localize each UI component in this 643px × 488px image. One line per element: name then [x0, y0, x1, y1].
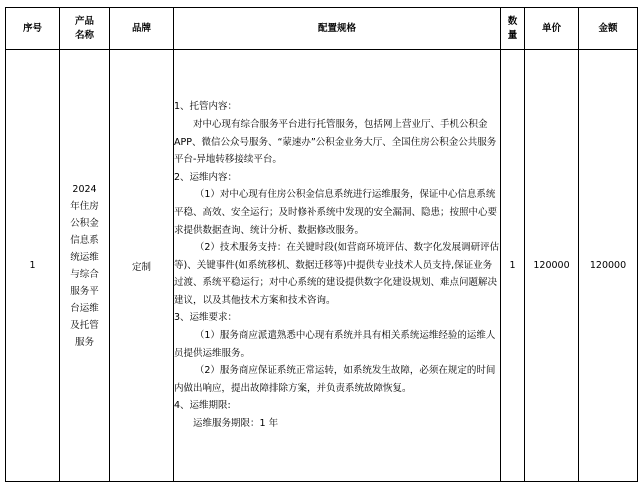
spec-section-3-item-1: （1）服务商应派遣熟悉中心现有系统并具有相关系统运维经验的运维人员提供运维服务。 [174, 330, 496, 359]
spec-section-3-title: 3、运维要求： [174, 312, 238, 324]
table-header-row [6, 8, 638, 50]
specification-table [5, 7, 638, 482]
header-unit-price: 单价 [525, 8, 579, 50]
spec-section-4-text: 运维服务期限：1 年 [193, 418, 279, 430]
row-amount: 120000 [579, 50, 638, 482]
spec-section-3-item-2: （2）服务商应保证系统正常运转，如系统发生故障，必须在规定的时间内做出响应，提出故障排除方案，并负责系统故障恢复。 [174, 365, 496, 394]
row-quantity: 1 [501, 50, 525, 482]
header-quantity: 数 量 [501, 8, 525, 50]
spec-section-2-title: 2、运维内容： [174, 171, 238, 183]
header-brand: 品牌 [110, 8, 174, 50]
header-spec: 配置规格 [174, 8, 501, 50]
spec-section-2-item-1: （1）对中心现有住房公积金信息系统进行运维服务，保证中心信息系统平稳、高效、安全运行；及时修补系统中发现的安全漏洞、隐患；按照中心要求提供数据查询、统计分析、数据修改服务。 [174, 189, 498, 236]
row-spec [174, 50, 501, 482]
spec-section-4-title: 4、运维期限: [174, 400, 231, 412]
row-index: 1 [6, 50, 60, 482]
row-brand: 定制 [110, 50, 174, 482]
header-product-name: 产品 名称 [60, 8, 110, 50]
header-amount: 金额 [579, 8, 638, 50]
spec-section-2-item-2: （2）技术服务支持：在关键时段(如营商环境评估、数字化发展调研评估等)、关键事件(如系统移机、数据迁移等)中提供专业技术人员支持,保证业务过渡、系统平稳运行；对中心系统的建设提供数字化建设规划、难点问题解决建议，以及其他技术方案和技术咨询。 [174, 242, 500, 306]
row-unit-price: 120000 [525, 50, 579, 482]
row-product-name: 2024 年住房 公积金 信息系 统运维 与综合 服务平 台运维 及托管 服务 [60, 50, 110, 482]
spec-section-1-title: 1、托管内容： [174, 101, 238, 113]
header-index: 序号 [6, 8, 60, 50]
table-row [6, 50, 638, 482]
spec-section-1-text: 对中心现有综合服务平台进行托管服务，包括网上营业厅、手机公积金 APP、微信公众号服务、“蒙速办”公积金业务大厅、全国住房公积金公共服务平台-异地转移接续平台。 [174, 118, 497, 166]
